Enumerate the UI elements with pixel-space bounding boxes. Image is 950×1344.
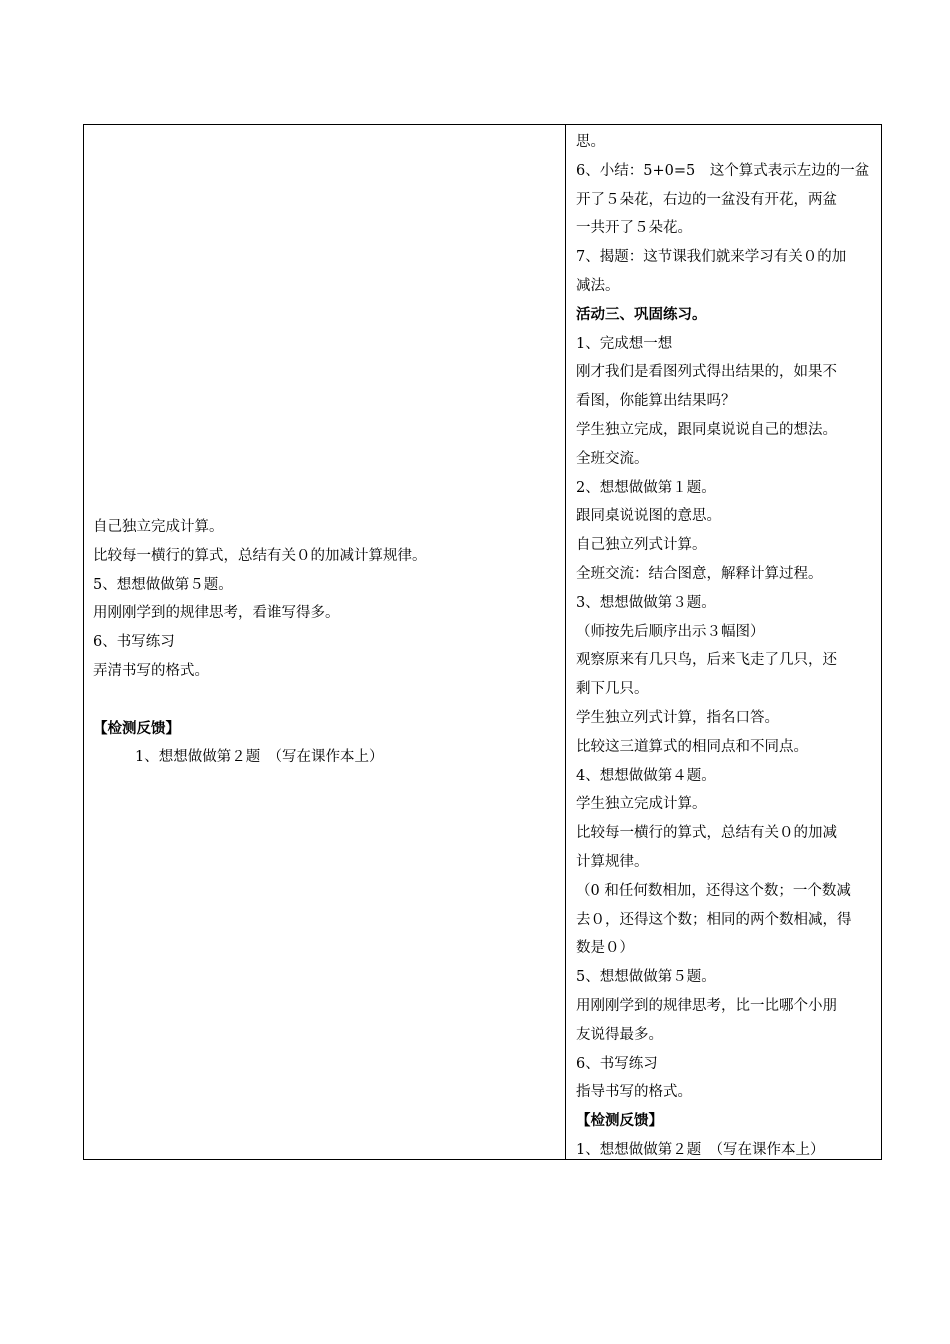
text-line: 用刚刚学到的规律思考，看谁写得多。 [93,605,340,622]
blank-line [93,686,558,715]
text-line: 全班交流。 [576,450,649,467]
teacher-activity-column [576,128,874,1165]
text-line: 学生独立列式计算，指名口答。 [576,709,779,726]
section-heading: 【检测反馈】 [576,1112,663,1130]
text-line: 剩下几只。 [576,681,649,698]
text-line: 1、完成想一想 [576,335,673,352]
text-line: 5、想想做做第５题。 [576,969,716,986]
text-line: 比较每一横行的算式，总结有关０的加减 [576,825,837,842]
text-line: 6、书写练习 [93,634,175,651]
text-line: 比较每一横行的算式，总结有关０的加减计算规律。 [93,547,427,564]
student-activity-column [93,513,558,772]
text-line: 友说得最多。 [576,1026,663,1043]
text-line: 全班交流：结合图意，解释计算过程。 [576,565,823,582]
text-line: （0 和任何数相加，还得这个数；一个数减 [576,882,851,899]
column-divider [565,124,566,1160]
text-line: 指导书写的格式。 [576,1084,692,1101]
text-line: 跟同桌说说图的意思。 [576,508,721,525]
text-line: 3、想想做做第３题。 [576,594,716,611]
text-line: 学生独立完成计算。 [576,796,707,813]
section-heading: 活动三、巩固练习。 [576,305,707,323]
text-line: 数是０） [576,940,634,957]
text-line: 6、书写练习 [576,1055,658,1072]
section-heading: 【检测反馈】 [93,719,180,737]
text-line: 比较这三道算式的相同点和不同点。 [576,738,808,755]
text-line: 一共开了５朵花。 [576,220,692,237]
text-line: 自己独立列式计算。 [576,537,707,554]
text-line: 计算规律。 [576,853,649,870]
text-line: 弄清书写的格式。 [93,662,209,679]
text-line: 4、想想做做第４题。 [576,767,716,784]
text-line: 2、想想做做第１题。 [576,479,716,496]
text-line: 开了５朵花，右边的一盆没有开花，两盆 [576,191,837,208]
text-line: 去０，还得这个数；相同的两个数相减，得 [576,911,852,928]
text-line: 6、小结：5+0=5 这个算式表示左边的一盆 [576,162,870,179]
text-line: 观察原来有几只鸟，后来飞走了几只，还 [576,652,837,669]
text-line: 5、想想做做第５题。 [93,576,233,593]
text-line: 自己独立完成计算。 [93,519,224,535]
text-line: 1、想想做做第２题 （写在课作本上） [135,749,384,766]
text-line: 用刚刚学到的规律思考，比一比哪个小朋 [576,997,837,1014]
text-line: 学生独立完成，跟同桌说说自己的想法。 [576,421,837,438]
text-line: 看图，你能算出结果吗？ [576,393,736,410]
text-line: 刚才我们是看图列式得出结果的，如果不 [576,364,837,381]
text-line: 思。 [576,134,605,150]
text-line: 7、揭题：这节课我们就来学习有关０的加 [576,249,847,266]
text-line: （师按先后顺序出示３幅图） [576,623,765,640]
text-line: 1、想想做做第２题 （写在课作本上） [576,1141,825,1158]
text-line: 减法。 [576,277,620,294]
